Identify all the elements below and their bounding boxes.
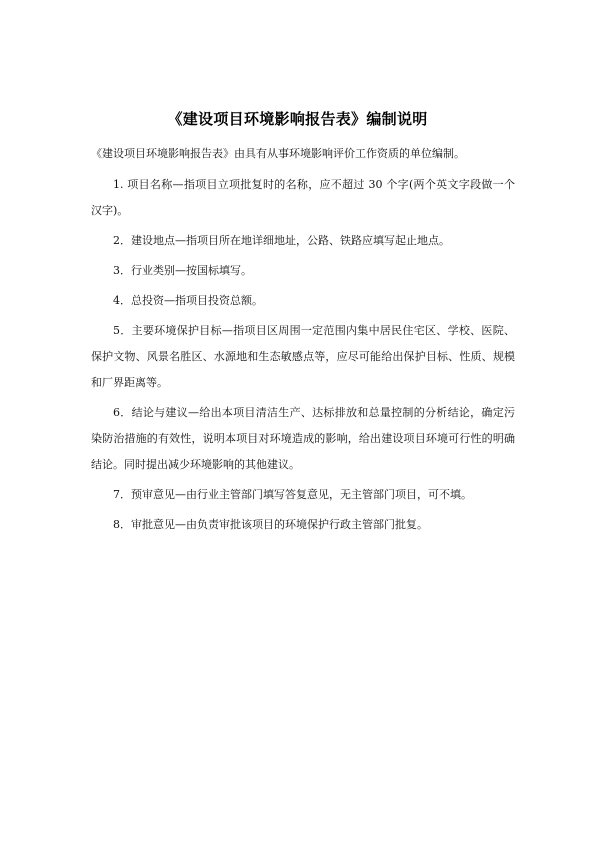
instruction-item-5: 5．主要环境保护目标—指项目区周围一定范围内集中居民住宅区、学校、医院、保护文物、风景名胜区、水源地和生态敏感点等，应尽可能给出保护目标、性质、规模和厂界距离等。 — [91, 324, 515, 389]
instruction-list — [91, 172, 515, 542]
instruction-item-6: 6．结论与建议—给出本项目清洁生产、达标排放和总量控制的分析结论，确定污染防治措施的有效性，说明本项目对环境造成的影响，给出建设项目环境可行性的明确结论。同时提出减少环境影响的其他建议。 — [91, 406, 515, 471]
instruction-item-1: 1. 项目名称—指项目立项批复时的名称，应不超过 30 个字(两个英文字段做一个汉字)。 — [91, 178, 515, 217]
instruction-item-7: 7．预审意见—由行业主管部门填写答复意见，无主管部门项目，可不填。 — [113, 488, 472, 501]
instruction-item-3: 3．行业类别—按国标填写。 — [113, 264, 252, 277]
instruction-item-8: 8．审批意见—由负责审批该项目的环境保护行政主管部门批复。 — [113, 518, 428, 531]
instruction-item-2: 2．建设地点—指项目所在地详细地址，公路、铁路应填写起止地点。 — [113, 234, 450, 247]
intro-paragraph: 《建设项目环境影响报告表》由具有从事环境影响评价工作资质的单位编制。 — [91, 147, 465, 160]
instruction-item-4: 4．总投资—指项目投资总额。 — [113, 294, 263, 307]
page-title: 《建设项目环境影响报告表》编制说明 — [167, 110, 428, 128]
